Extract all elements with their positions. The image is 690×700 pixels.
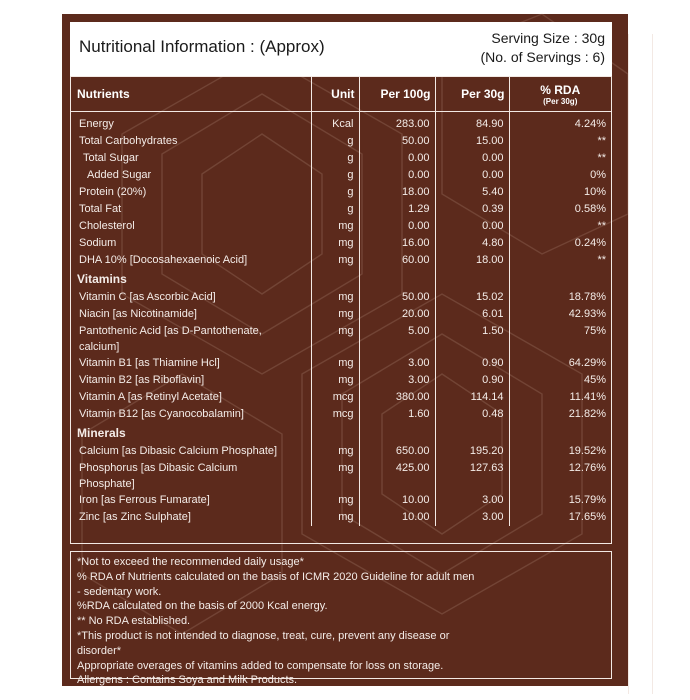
rda-cell: 64.29% (509, 355, 611, 372)
per100-cell: 50.00 (359, 289, 435, 306)
nutrient-name-line: Iron [as Ferrous Fumarate] (79, 494, 210, 506)
col-per30: Per 30g (435, 77, 509, 112)
nutrition-table-box (70, 76, 612, 544)
nutrient-name (71, 252, 311, 269)
table-row (71, 112, 611, 134)
nutrient-name (71, 492, 311, 509)
unit-cell: g (311, 133, 359, 150)
nutrient-name (71, 460, 311, 492)
col-rda: % RDA (Per 30g) (509, 77, 611, 112)
rda-cell: ** (509, 133, 611, 150)
rda-cell: 0.24% (509, 235, 611, 252)
table-row (71, 389, 611, 406)
per100-cell: 50.00 (359, 133, 435, 150)
nutrient-name-line: Cholesterol (79, 220, 135, 232)
per30-cell: 5.40 (435, 184, 509, 201)
nutrient-name (71, 306, 311, 323)
table-row (71, 372, 611, 389)
nutrient-name-line: Added Sugar (87, 169, 152, 181)
per100-cell: 0.00 (359, 150, 435, 167)
unit-cell: mcg (311, 389, 359, 406)
section-row (71, 269, 611, 289)
per30-cell: 3.00 (435, 492, 509, 509)
table-row (71, 150, 611, 167)
nutrient-name (71, 150, 311, 167)
page-title: Nutritional Information : (Approx) (79, 37, 325, 56)
nutrient-name-line: DHA 10% [Docosahexaenoic Acid] (79, 254, 248, 266)
nutrient-name (71, 406, 311, 423)
rda-cell: 0.58% (509, 201, 611, 218)
unit-cell: mg (311, 355, 359, 372)
rda-cell: 45% (509, 372, 611, 389)
footnote: disorder* (77, 644, 122, 657)
nutrition-table (71, 77, 611, 526)
rda-cell: 10% (509, 184, 611, 201)
rda-cell: 0% (509, 167, 611, 184)
nutrient-name-line: Sodium (79, 237, 117, 249)
unit-cell: Kcal (311, 112, 359, 134)
nutrient-name-line: Niacin [as Nicotinamide] (79, 308, 197, 320)
nutrient-name-line: Phosphate] (79, 478, 135, 490)
per100-cell: 0.00 (359, 167, 435, 184)
per30-cell: 0.48 (435, 406, 509, 423)
unit-cell: g (311, 184, 359, 201)
table-row (71, 443, 611, 460)
per30-cell: 3.00 (435, 509, 509, 526)
per100-cell: 1.29 (359, 201, 435, 218)
unit-cell: mg (311, 443, 359, 460)
per30-cell: 0.00 (435, 150, 509, 167)
per100-cell: 10.00 (359, 492, 435, 509)
nutrient-name-line: Total Fat (79, 203, 122, 215)
nutrient-name-line: Vitamin A [as Retinyl Acetate] (79, 391, 222, 403)
per30-cell: 6.01 (435, 306, 509, 323)
empty-cell (509, 269, 611, 289)
rda-cell: 4.24% (509, 112, 611, 134)
per100-cell: 5.00 (359, 323, 435, 355)
unit-cell: g (311, 150, 359, 167)
nutrient-name-line: Phosphorus [as Dibasic Calcium (79, 462, 238, 474)
per30-cell: 127.63 (435, 460, 509, 492)
footnote: - sedentary work. (77, 585, 162, 598)
footnote: % RDA of Nutrients calculated on the basis of ICMR 2020 Guideline for adult men (77, 570, 475, 583)
per30-cell: 18.00 (435, 252, 509, 269)
rda-cell: ** (509, 218, 611, 235)
per30-cell: 195.20 (435, 443, 509, 460)
per100-cell: 3.00 (359, 355, 435, 372)
rda-cell: 11.41% (509, 389, 611, 406)
unit-cell: g (311, 201, 359, 218)
empty-cell (359, 423, 435, 443)
empty-cell (435, 269, 509, 289)
section-label: Minerals (77, 426, 126, 440)
unit-cell: mg (311, 509, 359, 526)
unit-cell: mg (311, 218, 359, 235)
per100-cell: 0.00 (359, 218, 435, 235)
unit-cell: mg (311, 323, 359, 355)
per30-cell: 0.90 (435, 372, 509, 389)
unit-cell: mg (311, 492, 359, 509)
header-box (70, 22, 612, 76)
table-row (71, 406, 611, 423)
nutrient-name-line: Protein (20%) (79, 186, 147, 198)
empty-cell (311, 423, 359, 443)
nutrient-name-line: Total Carbohydrates (79, 135, 178, 147)
empty-cell (435, 423, 509, 443)
nutrient-name-line: calcium] (79, 341, 120, 353)
per30-cell: 0.39 (435, 201, 509, 218)
unit-cell: mg (311, 306, 359, 323)
footnotes (70, 551, 612, 687)
unit-cell: mg (311, 372, 359, 389)
per100-cell: 1.60 (359, 406, 435, 423)
nutrient-name (71, 389, 311, 406)
per100-cell: 10.00 (359, 509, 435, 526)
per100-cell: 60.00 (359, 252, 435, 269)
per30-cell: 114.14 (435, 389, 509, 406)
serving-size: Serving Size : 30g (491, 30, 605, 46)
rda-cell: 17.65% (509, 509, 611, 526)
unit-cell: mcg (311, 406, 359, 423)
per30-cell: 0.90 (435, 355, 509, 372)
footnote: *This product is not intended to diagnose, treat, cure, prevent any disease or (77, 629, 450, 642)
nutrient-name-line: Zinc [as Zinc Sulphate] (79, 511, 191, 523)
table-row (71, 323, 611, 355)
unit-cell: mg (311, 252, 359, 269)
per100-cell: 283.00 (359, 112, 435, 134)
unit-cell: mg (311, 460, 359, 492)
table-row (71, 252, 611, 269)
flavour-statement: CONTAINS ADDED FLAVOUR ( NATURE IDENCTICAL (CHOCOLATE) FLAVOURING SUBSTANCE) (632, 137, 646, 698)
per100-cell: 20.00 (359, 306, 435, 323)
col-unit: Unit (311, 77, 359, 112)
nutrient-name-line: Energy (79, 118, 114, 130)
nutrient-name (71, 509, 311, 526)
table-row (71, 201, 611, 218)
footnote: Allergens : Contains Soya and Milk Products. (77, 674, 298, 687)
nutrient-name-line: Vitamin B2 [as Riboflavin] (79, 374, 205, 386)
rda-cell: 21.82% (509, 406, 611, 423)
nutrient-name-line: Vitamin C [as Ascorbic Acid] (79, 291, 216, 303)
nutrient-name (71, 112, 311, 134)
usage-statement: Recommended Usage: Take 2 Tablespoon (30gm) in a day for an Adult or as per Health Care expert. (664, 193, 676, 692)
rda-cell: 19.52% (509, 443, 611, 460)
unit-cell: g (311, 167, 359, 184)
nutrient-name (71, 355, 311, 372)
per30-cell: 84.90 (435, 112, 509, 134)
table-row (71, 492, 611, 509)
table-row (71, 306, 611, 323)
rda-cell: 18.78% (509, 289, 611, 306)
nutrient-name (71, 218, 311, 235)
rda-cell: 15.79% (509, 492, 611, 509)
per30-cell: 0.00 (435, 218, 509, 235)
side-divider-right (652, 34, 653, 694)
empty-cell (509, 423, 611, 443)
table-row (71, 218, 611, 235)
servings-count: (No. of Servings : 6) (480, 49, 605, 65)
rda-cell: 75% (509, 323, 611, 355)
per30-cell: 15.00 (435, 133, 509, 150)
nutrient-name-line: Calcium [as Dibasic Calcium Phosphate] (79, 445, 278, 457)
footnote: ** No RDA established. (77, 615, 191, 628)
table-row (71, 235, 611, 252)
nutrient-name (71, 443, 311, 460)
nutrient-name (71, 201, 311, 218)
rda-cell: ** (509, 150, 611, 167)
footnote: *Not to exceed the recommended daily usage* (77, 556, 304, 568)
nutrient-name (71, 167, 311, 184)
section-label: Vitamins (77, 272, 127, 286)
serving-info (481, 29, 606, 67)
nutrient-name-line: Pantothenic Acid [as D-Pantothenate, (79, 325, 262, 337)
table-row (71, 460, 611, 492)
unit-cell: mg (311, 289, 359, 306)
nutrient-name (71, 372, 311, 389)
footnote: Appropriate overages of vitamins added to compensate for loss on storage. (77, 659, 444, 672)
table-row (71, 509, 611, 526)
nutrition-panel (62, 14, 676, 698)
per100-cell: 3.00 (359, 372, 435, 389)
rda-cell: 42.93% (509, 306, 611, 323)
side-divider-left (628, 34, 629, 694)
table-row (71, 184, 611, 201)
table-row (71, 133, 611, 150)
col-per100: Per 100g (359, 77, 435, 112)
nutrient-name-line: Total Sugar (83, 152, 139, 164)
table-row (71, 167, 611, 184)
per100-cell: 650.00 (359, 443, 435, 460)
empty-cell (359, 269, 435, 289)
per30-cell: 15.02 (435, 289, 509, 306)
per100-cell: 18.00 (359, 184, 435, 201)
per100-cell: 380.00 (359, 389, 435, 406)
table-row (71, 289, 611, 306)
per30-cell: 0.00 (435, 167, 509, 184)
nutrient-name (71, 323, 311, 355)
nutrient-name-line: Vitamin B12 [as Cyanocobalamin] (79, 408, 244, 420)
table-header-row (71, 77, 611, 112)
nutrient-name (71, 235, 311, 252)
footnote: %RDA calculated on the basis of 2000 Kcal energy. (77, 600, 328, 613)
col-nutrients: Nutrients (71, 77, 311, 112)
section-row (71, 423, 611, 443)
rda-cell: 12.76% (509, 460, 611, 492)
per30-cell: 1.50 (435, 323, 509, 355)
empty-cell (311, 269, 359, 289)
per100-cell: 425.00 (359, 460, 435, 492)
nutrient-name (71, 289, 311, 306)
nutrient-name (71, 184, 311, 201)
unit-cell: mg (311, 235, 359, 252)
per100-cell: 16.00 (359, 235, 435, 252)
rda-cell: ** (509, 252, 611, 269)
table-row (71, 355, 611, 372)
nutrient-name-line: Vitamin B1 [as Thiamine Hcl] (79, 357, 220, 369)
per30-cell: 4.80 (435, 235, 509, 252)
nutrient-name (71, 133, 311, 150)
